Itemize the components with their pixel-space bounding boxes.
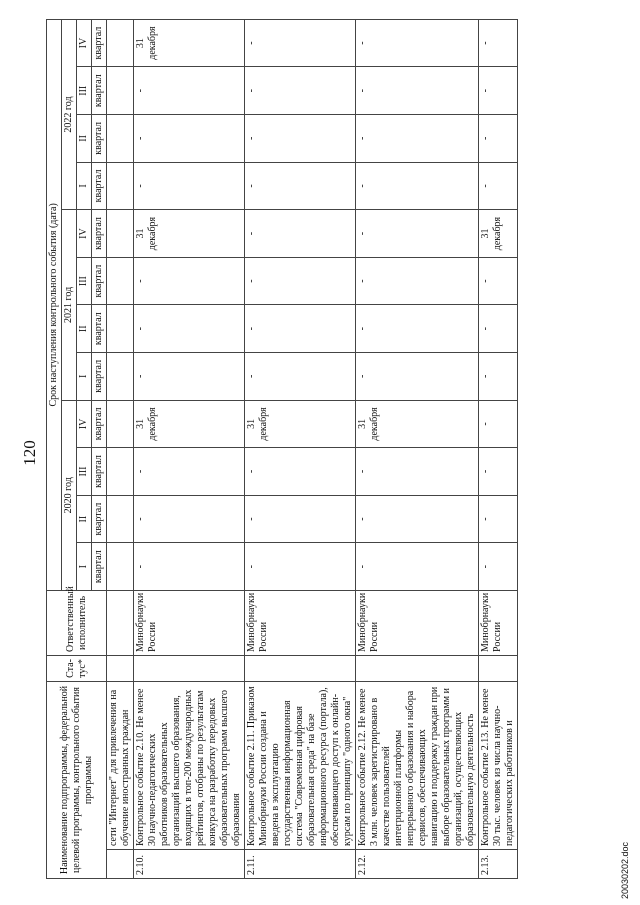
quarter-word-header: квартал [92,19,107,67]
control-events-table [46,19,518,879]
quarter-deadline-cell: 31 декабря [134,210,245,258]
quarter-deadline-cell: - [356,448,479,496]
deadline-column-header: Срок наступления контрольного события (дата) [47,19,62,590]
quarter-deadline-cell [107,353,134,401]
quarter-deadline-cell: - [245,115,356,163]
status-cell [245,655,356,681]
table-row [134,19,245,878]
event-name: Контрольное событие 2.11. Приказом Минобрнауки России создана и введена в эксплуатацию государственная информационная система "Современная цифровая образовательная среда" на базе информационного ресурса (портала), обеспечивающего доступ к онлайн-курсам по принципу "одного окна" [245,681,356,849]
row-number: 2.11. [245,850,356,879]
file-name-footer: 20030202.doc [620,841,630,899]
quarter-deadline-cell: - [245,448,356,496]
quarter-deadline-cell: 31 декабря [356,400,479,448]
quarter-deadline-cell: - [134,305,245,353]
quarter-deadline-cell [107,19,134,67]
quarter-deadline-cell: - [134,115,245,163]
table-row [356,19,479,878]
quarter-deadline-cell [107,448,134,496]
quarter-deadline-cell: - [134,353,245,401]
event-name: Контрольное событие 2.12. Не менее 3 млн. человек зарегистрировано в качестве пользователей интегрционной платформы непрерывного образования и набора сервисов, обеспечивающих навигацию и поддержку граждан при выборе образовательных программ и организаций, осуществляющих образовательную деятельность [356,681,479,849]
quarter-deadline-cell: - [479,353,518,401]
quarter-deadline-cell: 31 декабря [134,19,245,67]
quarter-deadline-cell: - [356,67,479,115]
quarter-deadline-cell: - [134,162,245,210]
status-cell [134,655,245,681]
status-column-header: Ста-тус* [47,655,107,681]
quarter-deadline-cell: - [356,162,479,210]
quarter-deadline-cell: - [245,305,356,353]
year-header: 2022 год [62,19,77,210]
executor-column-header: Ответственный исполнитель [47,590,107,655]
quarter-word-header: квартал [92,495,107,543]
quarter-number-header: II [77,495,92,543]
year-header: 2020 год [62,400,77,590]
quarter-deadline-cell: - [134,448,245,496]
quarter-deadline-cell: - [245,19,356,67]
year-header: 2021 год [62,210,77,400]
quarter-word-header: квартал [92,353,107,401]
event-name: сети "Интернет" для привлечения на обучение иностранных граждан [107,681,134,849]
quarter-deadline-cell: - [134,67,245,115]
quarter-deadline-cell [107,543,134,591]
quarter-number-header: III [77,448,92,496]
quarter-deadline-cell: - [356,257,479,305]
quarter-deadline-cell: - [356,210,479,258]
quarter-deadline-cell: - [479,495,518,543]
quarter-deadline-cell: - [245,257,356,305]
quarter-deadline-cell [107,162,134,210]
row-number [107,850,134,879]
table-row [245,19,356,878]
quarter-deadline-cell: - [245,495,356,543]
quarter-word-header: квартал [92,115,107,163]
quarter-deadline-cell: - [479,19,518,67]
quarter-number-header: I [77,353,92,401]
quarter-word-header: квартал [92,305,107,353]
header-row-main [47,19,62,878]
quarter-deadline-cell: - [479,400,518,448]
status-cell [107,655,134,681]
quarter-word-header: квартал [92,543,107,591]
quarter-number-header: I [77,162,92,210]
quarter-word-header: квартал [92,400,107,448]
quarter-word-header: квартал [92,162,107,210]
quarter-number-header: II [77,115,92,163]
quarter-deadline-cell [107,257,134,305]
quarter-number-header: I [77,543,92,591]
quarter-deadline-cell: - [479,448,518,496]
quarter-deadline-cell [107,400,134,448]
status-cell [479,655,518,681]
quarter-deadline-cell: - [245,67,356,115]
quarter-deadline-cell: - [245,162,356,210]
quarter-number-header: IV [77,19,92,67]
table-row [479,19,518,878]
quarter-deadline-cell: - [245,353,356,401]
quarter-deadline-cell [107,67,134,115]
page-number: 120 [20,440,39,466]
quarter-deadline-cell: - [356,495,479,543]
name-column-header: Наименование подпрограммы, федеральной целевой программы, контрольного события программы [47,681,107,878]
quarter-deadline-cell: - [479,115,518,163]
quarter-word-header: квартал [92,448,107,496]
row-number: 2.10. [134,850,245,879]
quarter-deadline-cell: 31 декабря [479,210,518,258]
quarter-deadline-cell: - [356,305,479,353]
executor-cell: Минобрнауки России [479,590,518,655]
executor-cell [107,590,134,655]
quarter-deadline-cell: - [356,543,479,591]
quarter-deadline-cell: - [134,543,245,591]
quarter-deadline-cell: - [479,257,518,305]
quarter-deadline-cell: - [479,543,518,591]
quarter-deadline-cell: 31 декабря [134,400,245,448]
row-number: 2.13. [479,850,518,879]
quarter-deadline-cell: - [356,19,479,67]
quarter-deadline-cell: - [479,162,518,210]
row-number: 2.12. [356,850,479,879]
quarter-deadline-cell [107,495,134,543]
executor-cell: Минобрнауки России [134,590,245,655]
quarter-number-header: IV [77,210,92,258]
quarter-deadline-cell: - [479,67,518,115]
quarter-deadline-cell: - [134,257,245,305]
quarter-deadline-cell: - [245,543,356,591]
quarter-deadline-cell: - [479,305,518,353]
event-name: Контрольное событие 2.10. Не менее 30 научно-педагогических работников образовательных организаций высшего образования, входящих в топ-200 международных рейтингов, отобраны по результатам конкурса на разработку передовых образовательных программ высшего образования [134,681,245,849]
quarter-deadline-cell: - [356,353,479,401]
executor-cell: Минобрнауки России [356,590,479,655]
quarter-deadline-cell: - [245,210,356,258]
quarter-deadline-cell [107,305,134,353]
quarter-deadline-cell: - [134,495,245,543]
quarter-deadline-cell: 31 декабря [245,400,356,448]
status-cell [356,655,479,681]
quarter-number-header: III [77,67,92,115]
event-name: Контрольное событие 2.13. Не менее 30 тыс. человек из числа научно-педагогических работников и [479,681,518,849]
quarter-word-header: квартал [92,210,107,258]
quarter-deadline-cell: - [356,115,479,163]
quarter-deadline-cell [107,210,134,258]
quarter-word-header: квартал [92,257,107,305]
executor-cell: Минобрнауки России [245,590,356,655]
quarter-number-header: IV [77,400,92,448]
quarter-word-header: квартал [92,67,107,115]
quarter-number-header: III [77,257,92,305]
quarter-number-header: II [77,305,92,353]
table-row [107,19,134,878]
quarter-deadline-cell [107,115,134,163]
